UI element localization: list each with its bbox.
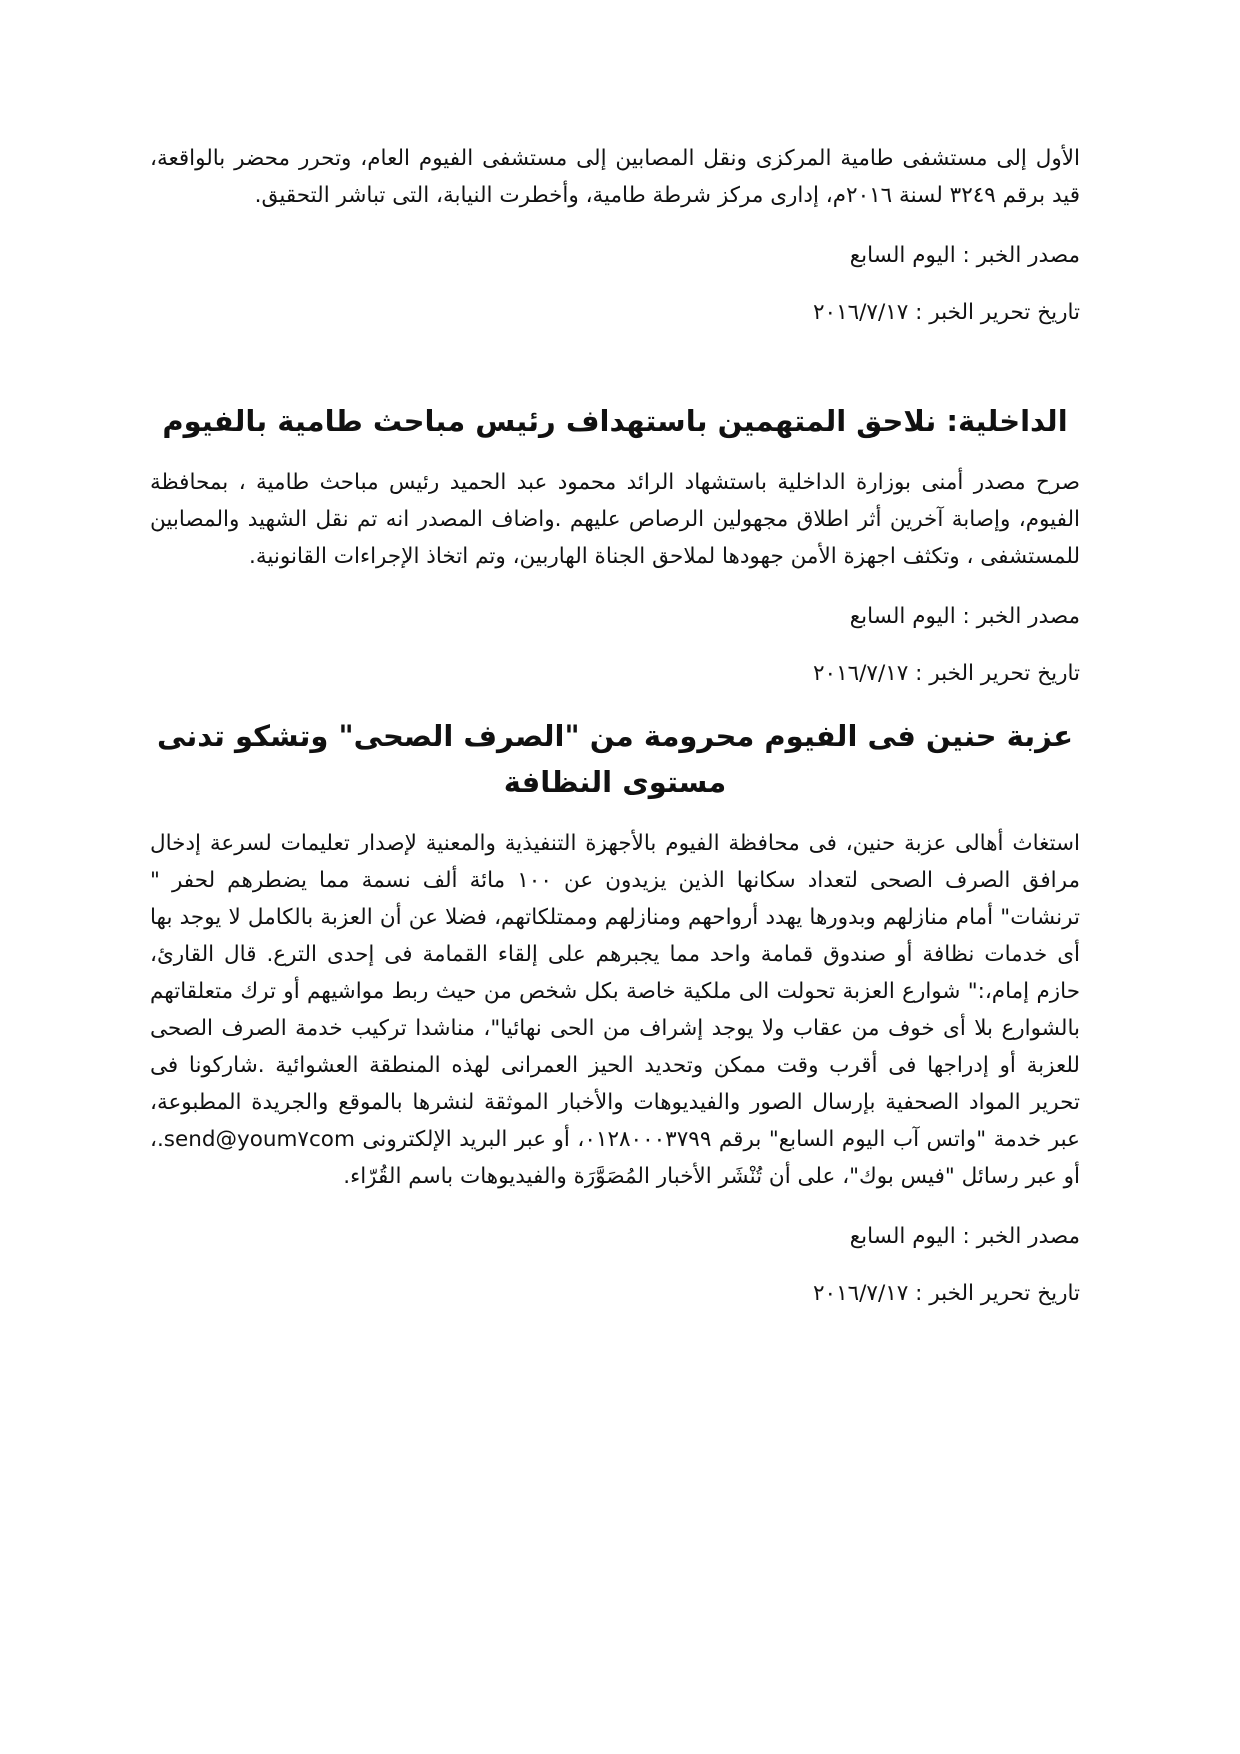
article-3-headline: عزبة حنين فى الفيوم محرومة من "الصرف الصحى" وتشكو تدنى مستوى النظافة — [156, 719, 1074, 799]
intro-article-date: تاريخ تحرير الخبر : ٢٠١٦/٧/١٧ — [812, 300, 1080, 325]
intro-article-source: مصدر الخبر : اليوم السابع — [849, 243, 1080, 268]
article-3-date: تاريخ تحرير الخبر : ٢٠١٦/٧/١٧ — [812, 1281, 1080, 1306]
document-page — [150, 140, 1080, 1309]
article-2-date: تاريخ تحرير الخبر : ٢٠١٦/٧/١٧ — [812, 661, 1080, 686]
article-2-source: مصدر الخبر : اليوم السابع — [849, 604, 1080, 629]
article-2-body: صرح مصدر أمنى بوزارة الداخلية باستشهاد الرائد محمود عبد الحميد رئيس مباحث طامية ، بمحافظة الفيوم، وإصابة آخرين أثر اطلاق مجهولين الرصاص عليهم .واضاف المصدر انه تم نقل الشهيد والمصابين للمستشفى ، وتكثف اجهزة الأمن جهودها لملاحق الجناة الهاربين، وتم اتخاذ الإجراءات القانونية. — [150, 470, 1080, 569]
article-3-source: مصدر الخبر : اليوم السابع — [849, 1224, 1080, 1249]
article-2-headline: الداخلية: نلاحق المتهمين باستهداف رئيس مباحث طامية بالفيوم — [162, 404, 1068, 438]
article-3-body: استغاث أهالى عزبة حنين، فى محافظة الفيوم بالأجهزة التنفيذية والمعنية لإصدار تعليمات لسرعة إدخال مرافق الصرف الصحى لتعداد سكانها الذين يزيدون عن ١٠٠ مائة ألف نسمة مما يضطرهم لحفر " ترنشات" أمام منازلهم وبدورها يهدد أرواحهم ومنازلهم وممتلكاتهم، فضلا عن أن العزبة بالكامل لا يوجد بها أى خدمات نظافة أو صندوق قمامة واحد مما يجبرهم على إلقاء القمامة فى إحدى الترع. قال القارئ، حازم إمام،:" شوارع العزبة تحولت الى ملكية خاصة بكل شخص من حيث ربط مواشيهم أو ترك متعلقاتهم بالشوارع بلا أى خوف من عقاب ولا يوجد إشراف من الحى نهائيا"، مناشدا تركيب خدمة الصرف الصحى للعزبة أو إدراجها فى أقرب وقت ممكن وتحديد الحيز العمرانى لهذه المنطقة العشوائية .شاركونا فى تحرير المواد الصحفية بإرسال الصور والفيديوهات والأخبار الموثقة لنشرها بالموقع والجريدة المطبوعة، عبر خدمة "واتس آب اليوم السابع" برقم ٠١٢٨٠٠٠٣٧٩٩، أو عبر البريد الإلكترونى send@youm٧com.، أو عبر رسائل "فيس بوك"، على أن تُنْشَر الأخبار المُصَوَّرَة والفيديوهات باسم القُرّاء. — [150, 831, 1080, 1189]
intro-article-body: الأول إلى مستشفى طامية المركزى ونقل المصابين إلى مستشفى الفيوم العام، وتحرر محضر بالواقعة، قيد برقم ٣٢٤٩ لسنة ٢٠١٦م، إدارى مركز شرطة طامية، وأخطرت النيابة، التى تباشر التحقيق. — [150, 146, 1080, 208]
